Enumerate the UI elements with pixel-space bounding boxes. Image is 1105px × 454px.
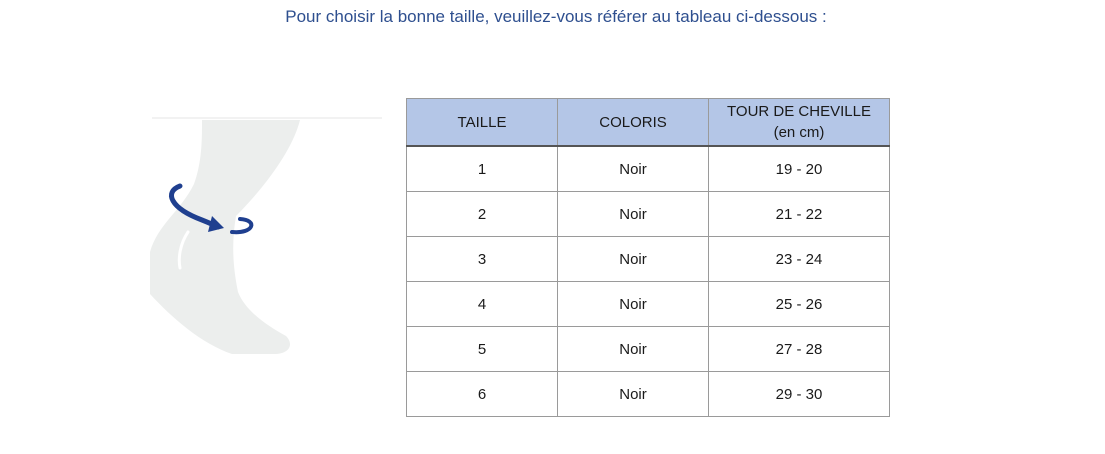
ankle-measure-icon [150, 112, 390, 362]
cell-coloris: Noir [558, 146, 709, 192]
page-heading: Pour choisir la bonne taille, veuillez-vous référer au tableau ci-dessous : [285, 7, 827, 26]
cell-taille: 4 [407, 282, 558, 327]
cell-tour: 19 - 20 [709, 146, 890, 192]
cell-tour: 29 - 30 [709, 372, 890, 417]
table-row [407, 237, 890, 282]
cell-taille: 6 [407, 372, 558, 417]
cell-coloris: Noir [558, 372, 709, 417]
table-header-row [407, 99, 890, 147]
cell-taille: 5 [407, 327, 558, 372]
cell-coloris: Noir [558, 192, 709, 237]
cell-taille: 1 [407, 146, 558, 192]
cell-coloris: Noir [558, 237, 709, 282]
cell-coloris: Noir [558, 327, 709, 372]
header-tour-line2: (en cm) [773, 124, 825, 141]
table-row [407, 327, 890, 372]
cell-tour: 21 - 22 [709, 192, 890, 237]
table-row [407, 192, 890, 237]
header-tour-de-cheville [709, 99, 890, 147]
size-table [406, 98, 890, 417]
table-row [407, 372, 890, 417]
cell-tour: 25 - 26 [709, 282, 890, 327]
table-row [407, 146, 890, 192]
header-tour-line1: TOUR DE CHEVILLE [727, 103, 871, 120]
cell-tour: 23 - 24 [709, 237, 890, 282]
cell-coloris: Noir [558, 282, 709, 327]
cell-taille: 3 [407, 237, 558, 282]
cell-taille: 2 [407, 192, 558, 237]
header-coloris: COLORIS [558, 99, 709, 147]
table-row [407, 282, 890, 327]
header-taille: TAILLE [407, 99, 558, 147]
cell-tour: 27 - 28 [709, 327, 890, 372]
